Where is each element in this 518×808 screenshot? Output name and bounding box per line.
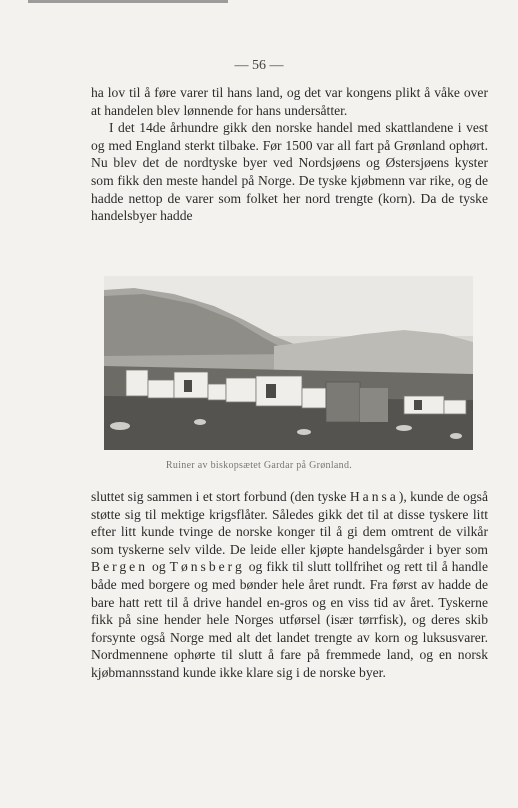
text-block-bottom (91, 488, 488, 682)
paragraph-3-part-3: og (148, 559, 170, 575)
page-edge-mark (28, 0, 228, 3)
photo-gardar-ruins (104, 276, 473, 450)
paragraph-3-part-4: og fikk til slutt tollfrihet og rett til å handle både med borgere og med bønder hele året rundt. Fra først av hadde de bare hatt rett til å drive handel en-gros og en viss tid av året. Tyskerne fikk på sine hender hele Norges utførsel (især tørrfisk), og deres skib forsynte også Norge med alt det landet trengte av korn og luksusvarer. Nordmennene ophørte til slutt å fare på fremmede land, og en norsk kjøbmannsstand kunde ikke klare sig i de norske byer. (91, 559, 488, 680)
figure-caption: Ruiner av biskopsætet Gardar på Grønland. (165, 460, 353, 471)
paragraph-3-part-1: sluttet sig sammen i et stort forbund (den tyske (91, 489, 350, 504)
text-block-top (91, 84, 488, 225)
paragraph-3-part-2: ), kunde de også støtte sig til mektige krigsflåter. Således gikk det til at disse tyskere litt efter litt kunde tvinge de norske konger til å gi dem omtrent de vilkår som tyskerne selv vilde. De leide eller kjøpte handelsgårder i byer som (91, 489, 488, 557)
ruins-photo-illustration (104, 276, 473, 450)
page-number: — 56 — (234, 58, 284, 73)
word-bergen: Bergen (91, 559, 149, 575)
word-hansa: Hansa (349, 489, 399, 504)
word-tonsberg: Tønsberg (169, 559, 245, 575)
paragraph-1: ha lov til å føre varer til hans land, og det var kongens plikt å våke over at handelen blev lønnende for hans undersåtter. (91, 85, 488, 118)
paragraph-2: I det 14de århundre gikk den norske handel med skattlandene i vest og med England sterkt tilbake. Før 1500 var all fart på Grønland ophørt. Nu blev det de nordtyske byer ved Nordsjøens og Østersjøens kyster som fikk den meste handel på Norge. De tyske kjøbmenn var rike, og de hadde nettop de varer som folket her nord trengte (korn). Da de tyske handelsbyer hadde (91, 120, 488, 224)
paragraph-3 (91, 488, 488, 682)
